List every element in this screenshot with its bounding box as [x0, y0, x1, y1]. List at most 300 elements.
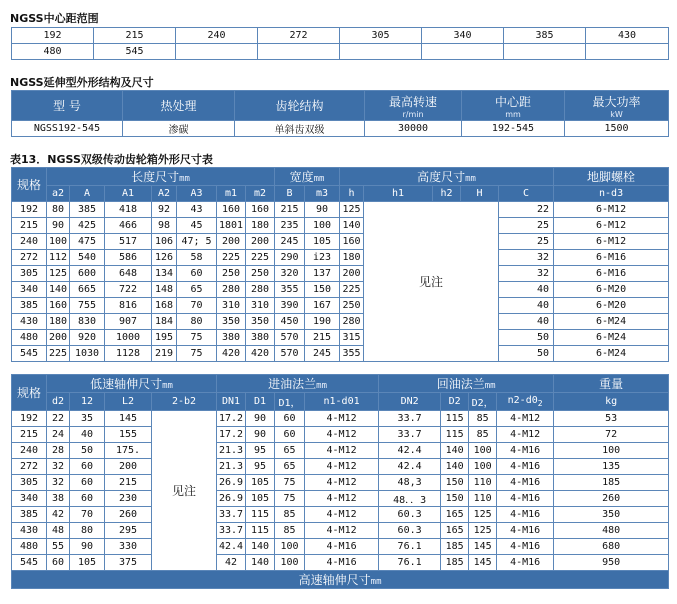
center-distance-cell: 340: [422, 28, 504, 44]
extended-type-cell: 渗碳: [123, 121, 235, 137]
data-cell: 6-M20: [554, 282, 669, 298]
see-note-cell: 见注: [364, 202, 499, 362]
group-header: [554, 375, 669, 393]
column-label: kg: [605, 396, 618, 407]
spec-cell: 272: [12, 459, 47, 475]
data-cell: 219: [152, 346, 177, 362]
data-cell: 60: [70, 491, 105, 507]
data-cell: 28: [47, 443, 70, 459]
data-cell: 48,3: [379, 475, 441, 491]
data-cell: 330: [105, 539, 152, 555]
data-cell: 60: [70, 459, 105, 475]
data-cell: 125: [469, 507, 497, 523]
data-cell: 100: [305, 218, 340, 234]
table-row: [12, 298, 669, 314]
spec-cell: 215: [12, 218, 47, 234]
data-cell: 85: [275, 507, 305, 523]
group-header: [217, 375, 379, 393]
column-header: A3: [177, 186, 217, 202]
dimension-table-2: [11, 374, 669, 589]
data-cell: 105: [246, 475, 275, 491]
center-distance-cell: 272: [258, 28, 340, 44]
data-cell: 53: [554, 411, 669, 427]
group-label: 长度尺寸: [131, 170, 180, 184]
column-header: m1: [217, 186, 246, 202]
group-label: 回油法兰: [436, 377, 485, 391]
group-label: 高度尺寸: [417, 170, 466, 184]
data-cell: 150: [441, 491, 469, 507]
data-cell: 140: [246, 539, 275, 555]
data-cell: 4-M12: [305, 427, 379, 443]
extended-type-cell: NGSS192-545: [12, 121, 123, 137]
table-row: [12, 266, 669, 282]
data-cell: 280: [246, 282, 275, 298]
table-row: [12, 443, 669, 459]
spec-cell: 192: [12, 202, 47, 218]
column-header: [497, 393, 554, 411]
group-header: [275, 168, 340, 186]
data-cell: 60: [70, 475, 105, 491]
data-cell: 76.1: [379, 555, 441, 571]
data-cell: 380: [246, 330, 275, 346]
data-cell: 665: [70, 282, 105, 298]
data-cell: 70: [177, 298, 217, 314]
data-cell: 100: [469, 459, 497, 475]
column-header: [70, 393, 105, 411]
data-cell: 4-M16: [497, 507, 554, 523]
data-cell: 6-M24: [554, 330, 669, 346]
data-cell: 6-M12: [554, 202, 669, 218]
group-unit: mm: [313, 174, 325, 184]
center-distance-table: [11, 27, 669, 60]
center-distance-row: [12, 44, 669, 60]
data-cell: 225: [340, 282, 364, 298]
data-cell: 185: [441, 555, 469, 571]
column-header: a2: [47, 186, 70, 202]
data-cell: 260: [554, 491, 669, 507]
column-label: D2，: [471, 398, 494, 409]
spec-header: [12, 375, 47, 411]
column-label: n2-d0: [507, 395, 538, 406]
data-cell: 110: [469, 491, 497, 507]
data-cell: 80: [47, 202, 70, 218]
column-header: [246, 393, 275, 411]
data-cell: 90: [70, 539, 105, 555]
data-cell: 145: [105, 411, 152, 427]
data-cell: 1000: [105, 330, 152, 346]
data-cell: 105: [305, 234, 340, 250]
data-cell: 60.3: [379, 523, 441, 539]
data-cell: 25: [499, 234, 554, 250]
spec-cell: 305: [12, 475, 47, 491]
table-row: [12, 218, 669, 234]
data-cell: i23: [305, 250, 340, 266]
column-header: [554, 393, 669, 411]
data-cell: 290: [275, 250, 305, 266]
data-cell: 722: [105, 282, 152, 298]
data-cell: 65: [275, 459, 305, 475]
data-cell: 100: [554, 443, 669, 459]
data-cell: 190: [305, 314, 340, 330]
data-cell: 40: [499, 314, 554, 330]
data-cell: 250: [217, 266, 246, 282]
data-cell: 260: [105, 507, 152, 523]
data-cell: 200: [217, 234, 246, 250]
data-cell: 47; 5: [177, 234, 217, 250]
data-cell: 4-M16: [497, 523, 554, 539]
table-row: [12, 202, 669, 218]
data-cell: 92: [152, 202, 177, 218]
data-cell: 425: [70, 218, 105, 234]
column-label: 2-b2: [171, 396, 197, 407]
data-cell: 40: [499, 298, 554, 314]
data-cell: 480: [554, 523, 669, 539]
column-header: [152, 393, 217, 411]
center-distance-cell: 192: [12, 28, 94, 44]
data-cell: 48: [47, 523, 70, 539]
data-cell: 90: [305, 202, 340, 218]
data-cell: 168: [152, 298, 177, 314]
column-label: DN1: [222, 396, 241, 407]
data-cell: 148: [152, 282, 177, 298]
data-cell: 150: [441, 475, 469, 491]
data-cell: 816: [105, 298, 152, 314]
center-distance-cell: [422, 44, 504, 60]
data-cell: 115: [246, 507, 275, 523]
header-unit: r/min: [402, 109, 424, 119]
center-distance-cell: 385: [504, 28, 586, 44]
table-row: [12, 234, 669, 250]
column-header: A2: [152, 186, 177, 202]
data-cell: 648: [105, 266, 152, 282]
spec-cell: 545: [12, 555, 47, 571]
data-cell: 235: [275, 218, 305, 234]
column-header: B: [275, 186, 305, 202]
data-cell: 100: [275, 555, 305, 571]
data-cell: 225: [47, 346, 70, 362]
data-cell: 418: [105, 202, 152, 218]
data-cell: 165: [441, 507, 469, 523]
data-cell: 167: [305, 298, 340, 314]
center-distance-cell: [258, 44, 340, 60]
data-cell: 200: [105, 459, 152, 475]
table-row: [12, 459, 669, 475]
data-cell: 21.3: [217, 459, 246, 475]
data-cell: 42: [47, 507, 70, 523]
data-cell: 72: [554, 427, 669, 443]
data-cell: 33.7: [217, 507, 246, 523]
column-header: h: [340, 186, 364, 202]
header-unit: mm: [505, 109, 521, 119]
data-cell: 225: [217, 250, 246, 266]
header-label: 中心距: [494, 94, 531, 109]
data-cell: 215: [105, 475, 152, 491]
data-cell: 42.4: [217, 539, 246, 555]
column-header: C: [499, 186, 554, 202]
data-cell: 6-M16: [554, 266, 669, 282]
data-cell: 150: [305, 282, 340, 298]
column-label: n1-d01: [323, 396, 360, 407]
extended-type-cell: 30000: [365, 121, 462, 137]
spec-cell: 385: [12, 507, 47, 523]
data-cell: 115: [441, 411, 469, 427]
spec-cell: 240: [12, 443, 47, 459]
data-cell: 134: [152, 266, 177, 282]
data-cell: 126: [152, 250, 177, 266]
extended-type-header: [123, 91, 235, 121]
column-header: [275, 393, 305, 411]
data-cell: 137: [305, 266, 340, 282]
data-cell: 185: [441, 539, 469, 555]
spec-cell: 340: [12, 282, 47, 298]
data-cell: 4-M16: [497, 459, 554, 475]
center-distance-cell: 430: [586, 28, 669, 44]
data-cell: 4-M16: [497, 539, 554, 555]
data-cell: 85: [275, 523, 305, 539]
data-cell: 106: [152, 234, 177, 250]
data-cell: 6-M24: [554, 314, 669, 330]
data-cell: 517: [105, 234, 152, 250]
extended-type-cell: 1500: [565, 121, 669, 137]
extended-type-header: [462, 91, 565, 121]
data-cell: 145: [469, 555, 497, 571]
data-cell: 355: [340, 346, 364, 362]
data-cell: 58: [177, 250, 217, 266]
center-distance-cell: [504, 44, 586, 60]
data-cell: 420: [217, 346, 246, 362]
data-cell: 65: [275, 443, 305, 459]
extended-type-header: [565, 91, 669, 121]
data-cell: 40: [499, 282, 554, 298]
section-title-extended-type: NGSS延伸型外形结构及尺寸: [10, 76, 154, 89]
data-cell: 33.7: [379, 411, 441, 427]
data-cell: 1030: [70, 346, 105, 362]
data-cell: 32: [499, 250, 554, 266]
data-cell: 295: [105, 523, 152, 539]
data-cell: 6-M12: [554, 218, 669, 234]
header-label: 型 号: [53, 99, 81, 113]
data-cell: 320: [275, 266, 305, 282]
data-cell: 100: [275, 539, 305, 555]
data-cell: 350: [217, 314, 246, 330]
data-cell: 25: [499, 218, 554, 234]
data-cell: 245: [275, 234, 305, 250]
data-cell: 115: [246, 523, 275, 539]
group-label: 重量: [599, 377, 624, 391]
data-cell: 60: [47, 555, 70, 571]
data-cell: 200: [246, 234, 275, 250]
spec-cell: 430: [12, 314, 47, 330]
data-cell: 75: [275, 475, 305, 491]
spec-cell: 480: [12, 330, 47, 346]
section-title-center-distance: NGSS中心距范围: [10, 12, 99, 25]
see-note-cell: 见注: [152, 411, 217, 571]
data-cell: 4-M12: [305, 491, 379, 507]
header-label: 热处理: [160, 99, 197, 113]
data-cell: 105: [70, 555, 105, 571]
data-cell: 105: [246, 491, 275, 507]
column-header: h1: [364, 186, 433, 202]
data-cell: 22: [499, 202, 554, 218]
table-row: [12, 314, 669, 330]
data-cell: 4-M16: [497, 475, 554, 491]
data-cell: 90: [47, 218, 70, 234]
spec-cell: 385: [12, 298, 47, 314]
section-title-dimension-table: 表13．NGSS双级传动齿轮箱外形尺寸表: [10, 153, 213, 166]
data-cell: 4-M12: [305, 459, 379, 475]
data-cell: 135: [554, 459, 669, 475]
table-row: [12, 507, 669, 523]
spec-cell: 240: [12, 234, 47, 250]
data-cell: 26.9: [217, 491, 246, 507]
group-label: 地脚螺栓: [587, 170, 636, 184]
header-label: 齿轮结构: [275, 99, 324, 113]
table-row: [12, 346, 669, 362]
data-cell: 466: [105, 218, 152, 234]
column-header: m2: [246, 186, 275, 202]
spec-label: 规格: [16, 386, 41, 400]
data-cell: 184: [152, 314, 177, 330]
column-header: H: [461, 186, 499, 202]
data-cell: 450: [275, 314, 305, 330]
data-cell: 60: [177, 266, 217, 282]
center-distance-cell: 480: [12, 44, 94, 60]
data-cell: 95: [246, 459, 275, 475]
group-label: 低速轴伸尺寸: [90, 377, 163, 391]
data-cell: 600: [70, 266, 105, 282]
data-cell: 180: [340, 250, 364, 266]
data-cell: 200: [340, 266, 364, 282]
data-cell: 475: [70, 234, 105, 250]
dimension-table-1: [11, 167, 669, 362]
group-unit: mm: [484, 381, 496, 391]
table-row: [12, 282, 669, 298]
extended-type-cell: 单斜齿双级: [235, 121, 365, 137]
column-label: d2: [51, 396, 65, 407]
data-cell: 6-M16: [554, 250, 669, 266]
column-subscript: 2: [537, 399, 543, 408]
data-cell: 110: [469, 475, 497, 491]
data-cell: 75: [177, 346, 217, 362]
data-cell: 42: [217, 555, 246, 571]
data-cell: 1801: [217, 218, 246, 234]
data-cell: 60: [275, 427, 305, 443]
spec-cell: 480: [12, 539, 47, 555]
column-label: D2: [448, 396, 461, 407]
extended-type-header: [12, 91, 123, 121]
center-distance-cell: 240: [176, 28, 258, 44]
column-header: A1: [105, 186, 152, 202]
data-cell: 76.1: [379, 539, 441, 555]
data-cell: 4-M12: [497, 411, 554, 427]
data-cell: 48．．3: [379, 491, 441, 507]
column-header: [305, 393, 379, 411]
header-unit: kW: [610, 109, 623, 119]
data-cell: 65: [177, 282, 217, 298]
column-header: n-d3: [554, 186, 669, 202]
center-distance-cell: 545: [94, 44, 176, 60]
data-cell: 755: [70, 298, 105, 314]
center-distance-cell: [176, 44, 258, 60]
group-label: 进油法兰: [268, 377, 317, 391]
center-distance-cell: [586, 44, 669, 60]
data-cell: 1128: [105, 346, 152, 362]
group-unit: mm: [316, 381, 327, 391]
data-cell: 98: [152, 218, 177, 234]
data-cell: 390: [275, 298, 305, 314]
data-cell: 215: [275, 202, 305, 218]
spec-cell: 272: [12, 250, 47, 266]
data-cell: 50: [499, 346, 554, 362]
data-cell: 4-M12: [305, 443, 379, 459]
data-cell: 90: [246, 411, 275, 427]
data-cell: 280: [340, 314, 364, 330]
data-cell: 140: [47, 282, 70, 298]
data-cell: 200: [47, 330, 70, 346]
data-cell: 350: [246, 314, 275, 330]
data-cell: 75: [177, 330, 217, 346]
column-label: DN2: [400, 396, 419, 407]
data-cell: 315: [340, 330, 364, 346]
high-speed-shaft-header: 高速轴伸尺寸mm: [12, 571, 669, 589]
data-cell: 6-M24: [554, 346, 669, 362]
data-cell: 33.7: [217, 523, 246, 539]
data-cell: 26.9: [217, 475, 246, 491]
spec-cell: 545: [12, 346, 47, 362]
data-cell: 140: [340, 218, 364, 234]
data-cell: 32: [499, 266, 554, 282]
data-cell: 165: [441, 523, 469, 539]
column-header: m3: [305, 186, 340, 202]
table-row: [12, 491, 669, 507]
spec-cell: 340: [12, 491, 47, 507]
column-header: [217, 393, 246, 411]
data-cell: 907: [105, 314, 152, 330]
data-cell: 50: [70, 443, 105, 459]
column-label: D1，: [278, 398, 301, 409]
center-distance-cell: [340, 44, 422, 60]
data-cell: 175.: [105, 443, 152, 459]
data-cell: 310: [217, 298, 246, 314]
column-header: [441, 393, 469, 411]
extended-type-table: [11, 90, 669, 137]
data-cell: 32: [47, 459, 70, 475]
data-cell: 4-M12: [497, 427, 554, 443]
group-header: [554, 168, 669, 186]
data-cell: 570: [275, 346, 305, 362]
data-cell: 310: [246, 298, 275, 314]
center-distance-cell: 215: [94, 28, 176, 44]
data-cell: 680: [554, 539, 669, 555]
data-cell: 35: [70, 411, 105, 427]
data-cell: 4-M12: [305, 411, 379, 427]
table-row: [12, 539, 669, 555]
column-header: [105, 393, 152, 411]
extended-type-header: [235, 91, 365, 121]
spec-cell: 430: [12, 523, 47, 539]
table-row: [12, 475, 669, 491]
data-cell: 100: [469, 443, 497, 459]
data-cell: 4-M12: [305, 523, 379, 539]
table-row: [12, 411, 669, 427]
data-cell: 112: [47, 250, 70, 266]
group-unit: mm: [465, 174, 476, 184]
column-header: A: [70, 186, 105, 202]
group-header: [47, 168, 275, 186]
group-header: [340, 168, 554, 186]
data-cell: 6-M20: [554, 298, 669, 314]
center-distance-cell: 305: [340, 28, 422, 44]
